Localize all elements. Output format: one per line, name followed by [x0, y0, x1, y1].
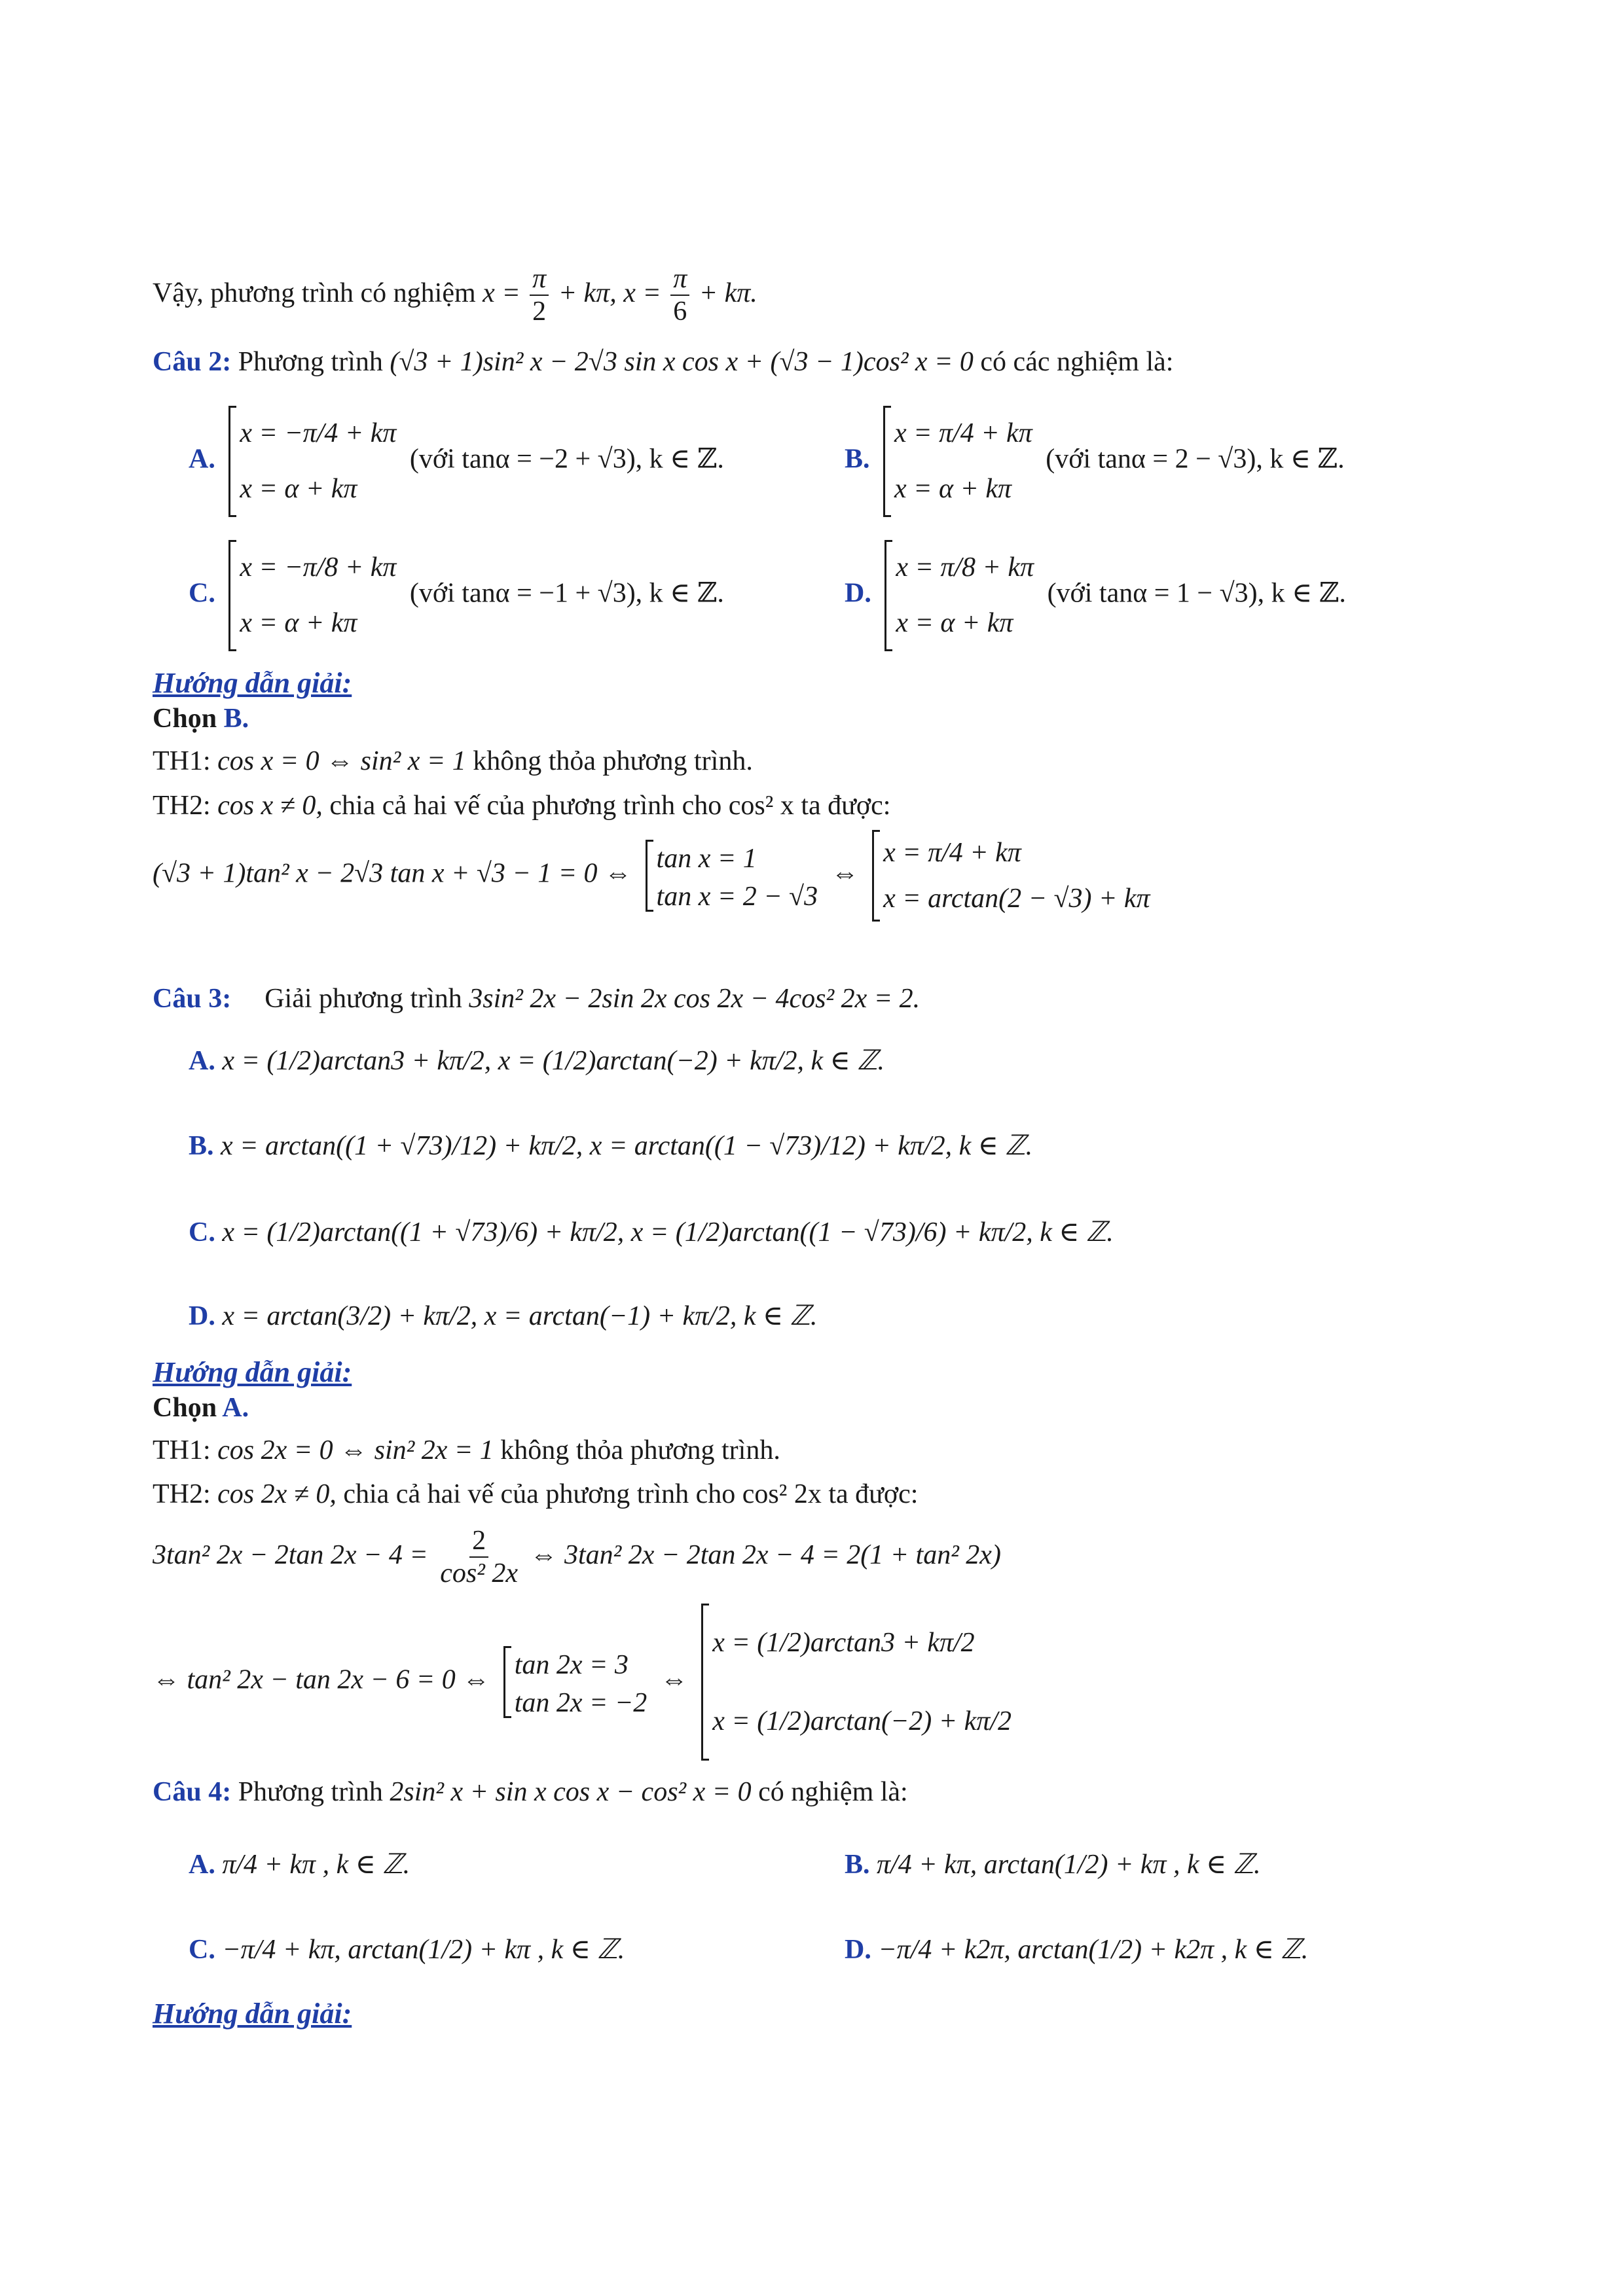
q2-th2: TH2: cos x ≠ 0, chia cả hai vế của phương trình cho cos² x ta được:	[153, 791, 891, 821]
q4-label: Câu 4:	[153, 1777, 232, 1807]
option-condition: (với tanα = 2 − √3), k ∈ ℤ.	[1046, 444, 1345, 475]
option-letter: C.	[189, 1217, 215, 1247]
q3-guide-title: Hướng dẫn giải:	[153, 1356, 352, 1388]
q4-stem	[153, 1778, 908, 1806]
q3-option-c[interactable]	[189, 1219, 1114, 1246]
q2-stem	[153, 348, 1173, 376]
q3-solution-line1: 3tan² 2x − 2tan 2x − 4 = $\frac{2}{\text{cos² 2x}}$ ⇔ 3tan² 2x − 2tan 2x − 4 = 2(1 + tan² 2x)	[153, 1526, 1001, 1589]
q2-label: Câu 2:	[153, 347, 232, 377]
q2-suffix: có các nghiệm là:	[980, 347, 1174, 377]
root1-right: + kπ, x =	[558, 278, 661, 308]
option-condition: (với tanα = 1 − √3), k ∈ ℤ.	[1047, 578, 1346, 609]
option-letter: B.	[845, 444, 870, 475]
q4-option-d[interactable]	[845, 1936, 1308, 1964]
q3-choice: Chọn A.	[153, 1393, 249, 1423]
pi-over-2: $\frac{\pi}{2}$	[530, 263, 549, 328]
q3-sol-system2: x = (1/2)arctan3 + kπ/2 x = (1/2)arctan(−2) + kπ/2	[701, 1604, 1012, 1761]
q2-option-b[interactable]	[845, 406, 1345, 517]
option-condition: (với tanα = −2 + √3), k ∈ ℤ.	[409, 444, 724, 475]
fraction: $\frac{2}{\text{cos² 2x}}$	[440, 1526, 518, 1589]
q2-sol-system1: tan x = 1 tan x = 2 − √3	[646, 840, 818, 912]
q4-option-a[interactable]	[189, 1851, 410, 1878]
q4-suffix: có nghiệm là:	[758, 1777, 908, 1807]
q2-sol-system2: x = π/4 + kπ x = arctan(2 − √3) + kπ	[872, 830, 1150, 922]
q3-stem	[153, 985, 920, 1013]
q2-th1: TH1: cos x = 0 ⇔ sin² x = 1 không thỏa phương trình.	[153, 746, 753, 776]
option-content: −π/4 + k2π, arctan(1/2) + k2π , k ∈ ℤ.	[878, 1935, 1309, 1965]
q4-equation: 2sin² x + sin x cos x − cos² x = 0	[390, 1777, 752, 1807]
option-letter: A.	[189, 1046, 215, 1076]
solution-system: x = −π/4 + kπ x = α + kπ	[228, 406, 396, 517]
q2-option-a[interactable]	[189, 406, 724, 517]
option-content: x = (1/2)arctan3 + kπ/2, x = (1/2)arctan(−2) + kπ/2, k ∈ ℤ.	[222, 1046, 884, 1076]
q2-option-d[interactable]	[845, 540, 1346, 651]
q2-guide-title: Hướng dẫn giải:	[153, 667, 352, 699]
root1-left: x =	[483, 278, 520, 308]
q4-option-c[interactable]	[189, 1936, 625, 1964]
q3-th2: TH2: cos 2x ≠ 0, chia cả hai vế của phương trình cho cos² 2x ta được:	[153, 1479, 919, 1509]
q3-option-d[interactable]	[189, 1302, 817, 1330]
option-letter: D.	[845, 578, 871, 609]
option-letter: A.	[189, 1850, 215, 1880]
option-condition: (với tanα = −1 + √3), k ∈ ℤ.	[409, 578, 724, 609]
q3-solution-line2: ⇔ tan² 2x − tan 2x − 6 = 0 ⇔ tan 2x = 3 tan 2x = −2 ⇔ x = (1/2)arctan3 + kπ/2 x = (1/2)arctan(−2) + kπ/2	[153, 1604, 1018, 1761]
q3-label: Câu 3:	[153, 984, 232, 1014]
q4-prefix: Phương trình	[238, 1777, 383, 1807]
option-content: x = (1/2)arctan((1 + √73)/6) + kπ/2, x = (1/2)arctan((1 − √73)/6) + kπ/2, k ∈ ℤ.	[222, 1217, 1114, 1247]
q3-option-b[interactable]	[189, 1132, 1032, 1160]
option-letter: C.	[189, 578, 215, 609]
option-letter: B.	[189, 1131, 214, 1161]
option-content: π/4 + kπ, arctan(1/2) + kπ , k ∈ ℤ.	[877, 1850, 1261, 1880]
q2-sol-eq: (√3 + 1)tan² x − 2√3 tan x + √3 − 1 = 0 ⇔	[153, 858, 632, 889]
q4-option-b[interactable]	[845, 1851, 1261, 1878]
intro-line	[153, 263, 757, 328]
q2-equation: (√3 + 1)sin² x − 2√3 sin x cos x + (√3 − 1)cos² x = 0	[390, 347, 974, 377]
root2-right: + kπ.	[699, 278, 757, 308]
q3-sol-system1: tan 2x = 3 tan 2x = −2	[503, 1646, 647, 1718]
option-letter: C.	[189, 1935, 215, 1965]
option-content: −π/4 + kπ, arctan(1/2) + kπ , k ∈ ℤ.	[222, 1935, 625, 1965]
option-letter: D.	[845, 1935, 871, 1965]
iff-symbol: ⇔	[660, 1664, 688, 1695]
intro-text: Vậy, phương trình có nghiệm	[153, 278, 476, 308]
iff-symbol: ⇔	[831, 858, 859, 889]
q2-solution	[153, 830, 1157, 922]
solution-system: x = π/8 + kπ x = α + kπ	[884, 540, 1034, 651]
option-content: x = arctan(3/2) + kπ/2, x = arctan(−1) + kπ/2, k ∈ ℤ.	[222, 1301, 818, 1331]
option-content: π/4 + kπ , k ∈ ℤ.	[222, 1850, 410, 1880]
solution-system: x = −π/8 + kπ x = α + kπ	[228, 540, 396, 651]
solution-system: x = π/4 + kπ x = α + kπ	[883, 406, 1032, 517]
option-letter: D.	[189, 1301, 215, 1331]
q2-prefix: Phương trình	[238, 347, 383, 377]
q2-choice: Chọn B.	[153, 704, 249, 734]
q2-option-c[interactable]	[189, 540, 724, 651]
option-letter: A.	[189, 444, 215, 475]
q3-prefix: Giải phương trình	[264, 984, 462, 1014]
q3-th1: TH1: cos 2x = 0 ⇔ sin² 2x = 1 không thỏa phương trình.	[153, 1435, 780, 1465]
pi-over-6: $\frac{\pi}{6}$	[670, 263, 689, 328]
option-content: x = arctan((1 + √73)/12) + kπ/2, x = arctan((1 − √73)/12) + kπ/2, k ∈ ℤ.	[221, 1131, 1033, 1161]
option-letter: B.	[845, 1850, 870, 1880]
q3-equation: 3sin² 2x − 2sin 2x cos 2x − 4cos² 2x = 2.	[469, 984, 921, 1014]
q3-option-a[interactable]	[189, 1047, 884, 1075]
q4-guide-title: Hướng dẫn giải:	[153, 1998, 352, 2030]
